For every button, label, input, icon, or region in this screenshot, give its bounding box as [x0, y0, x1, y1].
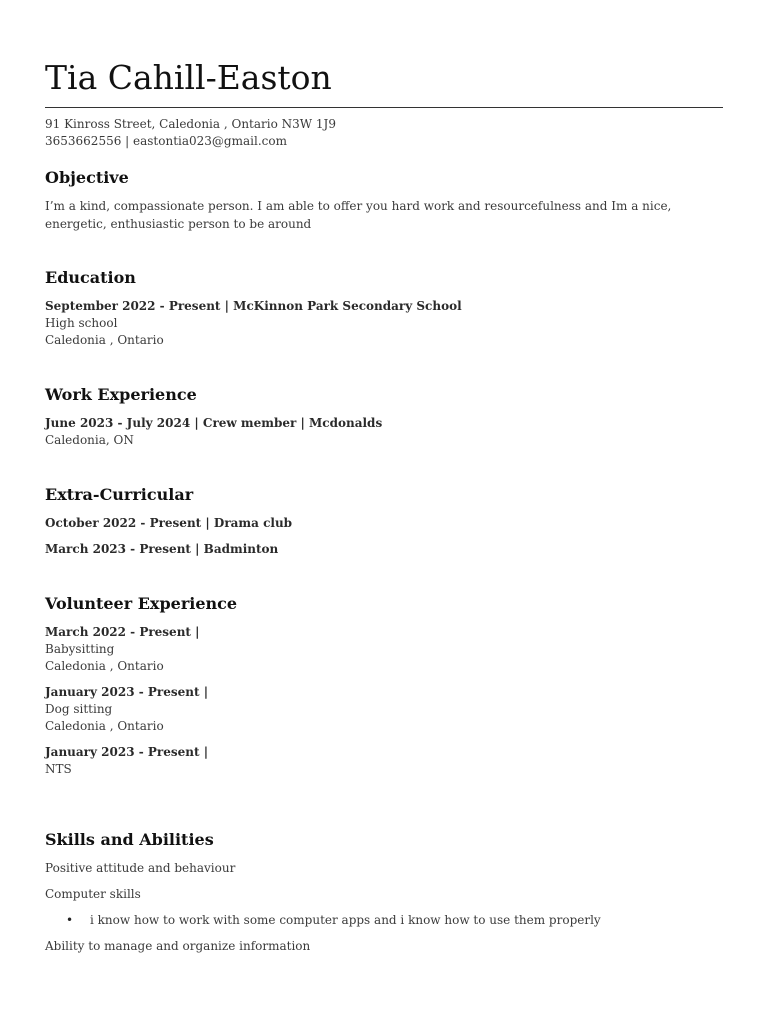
objective-section: [45, 168, 723, 233]
contact-block: [45, 116, 336, 150]
skill-bullet-text: i know how to work with some computer apps and i know how to use them properly: [90, 913, 601, 927]
address-line: 91 Kinross Street, Caledonia , Ontario N3W 1J9: [45, 117, 337, 131]
volunteer-entry-location: Caledonia , Ontario: [45, 659, 164, 673]
volunteer-entry-location: Caledonia , Ontario: [45, 719, 164, 733]
volunteer-entry-title: March 2022 - Present |: [45, 625, 200, 639]
education-entry-type: High school: [45, 316, 118, 330]
volunteer-section: [45, 594, 723, 778]
education-entry-title: September 2022 - Present | McKinnon Park Secondary School: [45, 299, 462, 313]
objective-heading: Objective: [45, 168, 129, 187]
volunteer-heading: Volunteer Experience: [45, 594, 238, 613]
education-heading: Education: [45, 268, 136, 287]
extracurricular-item: March 2023 - Present | Badminton: [45, 542, 279, 556]
skills-section: [45, 830, 723, 955]
work-entry-location: Caledonia, ON: [45, 433, 134, 447]
extracurricular-section: [45, 485, 723, 558]
skill-item: Ability to manage and organize information: [45, 939, 311, 953]
candidate-name: Tia Cahill-Easton: [45, 58, 332, 97]
volunteer-entry-role: Dog sitting: [45, 702, 113, 716]
volunteer-entry-title: January 2023 - Present |: [45, 745, 209, 759]
volunteer-entry-title: January 2023 - Present |: [45, 685, 209, 699]
volunteer-entry-role: NTS: [45, 762, 72, 776]
header-divider: [45, 107, 723, 108]
extracurricular-heading: Extra-Curricular: [45, 485, 194, 504]
work-entry-title: June 2023 - July 2024 | Crew member | Mcdonalds: [45, 416, 383, 430]
phone-email-line: 3653662556 | eastontia023@gmail.com: [45, 134, 287, 148]
bullet-icon: •: [66, 913, 74, 927]
objective-text: I’m a kind, compassionate person. I am able to offer you hard work and resourcefulness and Im a nice, energetic, enthusiastic person to be around: [45, 199, 672, 231]
skill-item: Positive attitude and behaviour: [45, 861, 236, 875]
work-heading: Work Experience: [45, 385, 197, 404]
volunteer-entry-role: Babysitting: [45, 642, 115, 656]
skill-item: Computer skills: [45, 887, 141, 901]
work-section: [45, 385, 723, 449]
education-entry-location: Caledonia , Ontario: [45, 333, 164, 347]
extracurricular-item: October 2022 - Present | Drama club: [45, 516, 293, 530]
education-section: [45, 268, 723, 349]
skills-heading: Skills and Abilities: [45, 830, 214, 849]
skill-bullet-row: [45, 912, 723, 929]
